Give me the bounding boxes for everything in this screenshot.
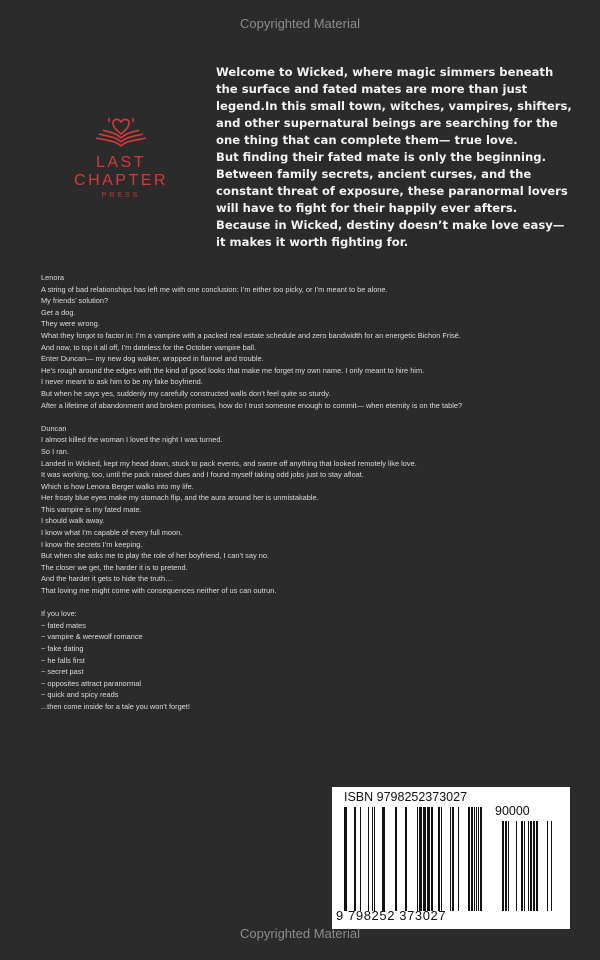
barcode-bar (405, 807, 407, 911)
blurb-line: What they forgot to factor in: I’m a vampire with a packed real estate schedule and zero bandwidth for an energetic Bichon Frisé. (41, 330, 461, 340)
blurb-line: ~ fake dating (41, 644, 84, 653)
barcode-bar (533, 821, 535, 911)
barcode-bar (382, 807, 385, 911)
isbn-digits: 9 798252 373027 (336, 908, 447, 923)
publisher-name: LAST CHAPTER (74, 154, 168, 189)
tagline-line: legend.In this small town, witches, vampires, shifters, (216, 99, 572, 113)
barcode-bar (427, 807, 430, 911)
barcode-bar (505, 821, 507, 911)
barcode-bar (530, 821, 532, 911)
blurb-line: But when she asks me to play the role of her boyfriend, I can’t say no. (41, 551, 270, 561)
blurb-line: My friends’ solution? (41, 296, 109, 306)
blurb-line: Her frosty blue eyes make my stomach flip, and the aura around her is unmistakable. (41, 493, 319, 503)
barcode-bar (372, 807, 373, 911)
blurb-line: A string of bad relationships has left me with one conclusion: I’m either too picky, or I’m meant to be alone. (41, 284, 388, 294)
blurb-line: ...then come inside for a tale you won't forget! (41, 701, 190, 711)
barcode-bar (450, 807, 451, 911)
blurb-line: So I ran. (41, 446, 69, 456)
publisher-subtitle: PRESS (101, 192, 141, 199)
tagline-line: it makes it worth fighting for. (216, 235, 409, 249)
tagline-line: Between family secrets, ancient curses, and the (216, 167, 532, 181)
blurb-line: If you love: (41, 609, 77, 619)
blurb-line: I never meant to ask him to be my fake boyfriend. (41, 377, 203, 387)
barcode-bar (417, 807, 418, 911)
blurb-line: ~ opposites attract paranormal (41, 678, 142, 688)
tagline-line: Welcome to Wicked, where magic simmers beneath (216, 65, 554, 79)
blurb-line: ~ vampire & werewolf romance (41, 632, 143, 642)
price-addon-code: 90000 (495, 804, 530, 818)
barcode-bar (516, 821, 517, 911)
blurb-line: This vampire is my fated mate. (41, 504, 142, 514)
barcode-bar (528, 821, 529, 911)
paragraph-gap (41, 597, 581, 609)
barcode-bar (524, 821, 525, 911)
barcode-bar (419, 807, 422, 911)
blurb-line: But when he says yes, suddenly my carefully constructed walls don’t feel quite so sturdy. (41, 388, 331, 398)
blurb-line: It was working, too, until the pack raised dues and I found myself taking odd jobs just to stay afloat. (41, 470, 364, 480)
blurb-line: And the harder it gets to hide the truth… (41, 574, 173, 584)
barcode-addon-bars (492, 821, 560, 911)
barcode-bar (468, 807, 470, 911)
barcode-bar (474, 807, 475, 911)
tagline-line: constant threat of exposure, these paranormal lovers (216, 184, 568, 198)
barcode-bar (423, 807, 426, 911)
barcode-bar (368, 807, 369, 911)
barcode-bar (478, 807, 479, 911)
barcode-bar (476, 807, 477, 911)
barcode-bar (395, 807, 397, 911)
tagline-line: will have to fight for their happily ever afters. (216, 201, 518, 215)
barcode-bar (502, 821, 504, 911)
blurb-line: He’s rough around the edges with the kind of good looks that make me forget my own name. I only meant to hire him. (41, 365, 425, 375)
barcode-bar (536, 821, 538, 911)
blurb-line: ~ quick and spicy reads (41, 690, 119, 700)
barcode-bar (547, 821, 548, 911)
barcode-bar (551, 821, 552, 911)
narrator-heading: Duncan (41, 423, 67, 433)
barcode-bar (360, 807, 361, 911)
blurb-line: The closer we get, the harder it is to pretend. (41, 562, 188, 572)
blurb-line: Enter Duncan— my new dog walker, wrapped in flannel and trouble. (41, 354, 264, 364)
blurb-line: Landed in Wicked, kept my head down, stuck to pack events, and swore off anything that looked remotely like love. (41, 458, 417, 468)
tagline-line: Because in Wicked, destiny doesn’t make love easy— (216, 218, 565, 232)
barcode-bar (471, 807, 473, 911)
isbn-label: ISBN 9798252373027 (344, 790, 468, 804)
blurb-line: They were wrong. (41, 319, 100, 329)
barcode-bar (441, 807, 442, 911)
tagline-line: and other supernatural beings are searching for the (216, 116, 558, 130)
tagline-line: the surface and fated mates are more than just (216, 82, 528, 96)
series-tagline (216, 64, 588, 251)
barcode-bar (458, 807, 459, 911)
barcode-bar (374, 807, 375, 911)
blurb-line: I should walk away. (41, 516, 105, 526)
barcode-bar (480, 807, 482, 911)
blurb-line: I know the secrets I’m keeping. (41, 539, 143, 549)
blurb-line: That loving me might come with consequences neither of us can outrun. (41, 586, 277, 596)
publisher-logo (46, 112, 196, 199)
blurb-line: And now, to top it all off, I’m dateless for the October vampire ball. (41, 342, 257, 352)
narrator-heading: Lenora (41, 273, 65, 282)
blurb-line: Get a dog. (41, 307, 76, 317)
blurb-line: ~ he falls first (41, 655, 85, 665)
paragraph-gap (41, 411, 581, 423)
isbn-barcode (332, 787, 570, 929)
barcode-bar (431, 807, 433, 911)
blurb-line: ~ secret past (41, 667, 84, 677)
blurb-line: ~ fated mates (41, 620, 86, 630)
barcode-bar (508, 821, 509, 911)
barcode-bar (438, 807, 440, 911)
barcode-main-bars (344, 807, 488, 911)
book-blurb (41, 272, 581, 713)
barcode-bar (521, 821, 523, 911)
blurb-line: Which is how Lenora Berger walks into my life. (41, 481, 194, 491)
barcode-bar (344, 807, 347, 911)
tagline-line: But finding their fated mate is only the beginning. (216, 150, 546, 164)
copyright-watermark-bottom: Copyrighted Material (240, 926, 360, 941)
blurb-line: I know what I’m capable of every full moon. (41, 528, 183, 538)
blurb-line: I almost killed the woman I loved the night I was turned. (41, 435, 223, 445)
tagline-line: one thing that can complete them— true love. (216, 133, 518, 147)
barcode-bar (452, 807, 454, 911)
blurb-line: After a lifetime of abandonment and broken promises, how do I trust someone enough to commit— when eternity is on the table? (41, 400, 463, 410)
open-book-heart-icon (93, 112, 149, 152)
barcode-bar (354, 807, 356, 911)
copyright-watermark-top: Copyrighted Material (240, 16, 360, 31)
